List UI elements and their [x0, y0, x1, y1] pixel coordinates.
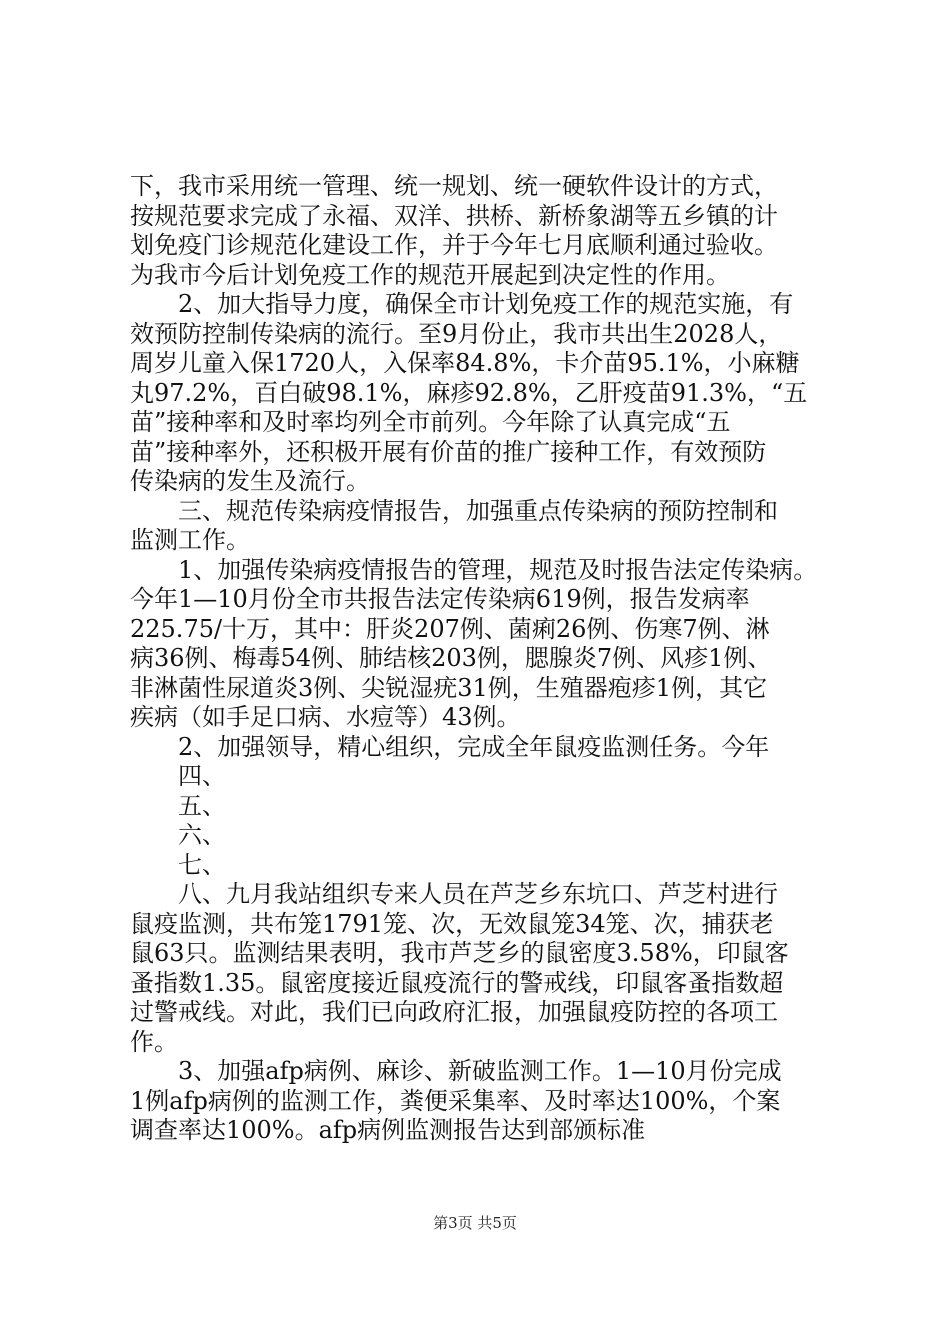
text-line: 蚤指数1.35。鼠密度接近鼠疫流行的警戒线，印鼠客蚤指数超: [130, 968, 784, 997]
text-line: 作。: [130, 1027, 178, 1056]
page-footer: 第3页 共5页: [433, 1214, 517, 1232]
text-line: 六、: [178, 821, 226, 849]
text-line: 今年1—10月份全市共报告法定传染病619例，报告发病率: [130, 585, 750, 613]
text-line: 传染病的发生及流行。: [130, 467, 370, 495]
text-line: 鼠疫监测，共布笼1791笼、次，无效鼠笼34笼、次，捕获老: [130, 909, 774, 938]
text-line: 为我市今后计划免疫工作的规范开展起到决定性的作用。: [130, 260, 730, 289]
text-line: 3、加强afp病例、麻诊、新破监测工作。1—10月份完成: [178, 1057, 782, 1085]
text-line: 监测工作。: [130, 526, 250, 554]
text-line: 三、规范传染病疫情报告，加强重点传染病的预防控制和: [178, 496, 778, 525]
text-line: 下，我市采用统一管理、统一规划、统一硬软件设计的方式，: [130, 172, 778, 200]
text-line: 调查率达100%。afp病例监测报告达到部颁标准: [130, 1116, 646, 1144]
text-line: 七、: [178, 850, 226, 879]
text-line: 1、加强传染病疫情报告的管理，规范及时报告法定传染病。: [178, 555, 818, 584]
text-line: 五、: [178, 791, 226, 820]
text-line: 周岁儿童入保1720人，入保率84.8%，卡介苗95.1%，小麻糖: [130, 349, 800, 377]
text-line: 苗”接种率和及时率均列全市前列。今年除了认真完成“五: [130, 408, 731, 436]
text-line: 按规范要求完成了永福、双洋、拱桥、新桥象湖等五乡镇的计: [130, 201, 778, 230]
text-line: 苗”接种率外，还积极开展有价苗的推广接种工作，有效预防: [130, 437, 767, 466]
text-line: 四、: [178, 762, 226, 790]
text-line: 丸97.2%，百白破98.1%，麻疹92.8%，乙肝疫苗91.3%，“五: [130, 378, 808, 407]
text-line: 1例afp病例的监测工作，粪便采集率、及时率达100%，个案: [130, 1086, 781, 1115]
text-line: 病36例、梅毒54例、肺结核203例，腮腺炎7例、风疹1例、: [130, 644, 772, 672]
text-line: 2、加强领导，精心组织，完成全年鼠疫监测任务。今年: [178, 732, 770, 761]
text-line: 划免疫门诊规范化建设工作，并于今年七月底顺利通过验收。: [130, 231, 778, 259]
document-body: [130, 172, 830, 1146]
text-line: 效预防控制传染病的流行。至9月份止，我市共出生2028人，: [130, 319, 783, 348]
text-line: 2、加大指导力度，确保全市计划免疫工作的规范实施，有: [178, 290, 794, 318]
text-line: 过警戒线。对此，我们已向政府汇报，加强鼠疫防控的各项工: [130, 998, 778, 1026]
text-line: 非淋菌性尿道炎3例、尖锐湿疣31例，生殖器疱疹1例，其它: [130, 673, 768, 702]
text-line: 疾病（如手足口病、水痘等）43例。: [130, 703, 521, 731]
text-line: 八、九月我站组织专来人员在芦芝乡东坑口、芦芝村进行: [178, 880, 778, 908]
text-line: 鼠63只。监测结果表明，我市芦芝乡的鼠密度3.58%，印鼠客: [130, 939, 789, 967]
text-line: 225.75/十万，其中：肝炎207例、菌痢26例、伤寒7例、淋: [130, 614, 770, 643]
